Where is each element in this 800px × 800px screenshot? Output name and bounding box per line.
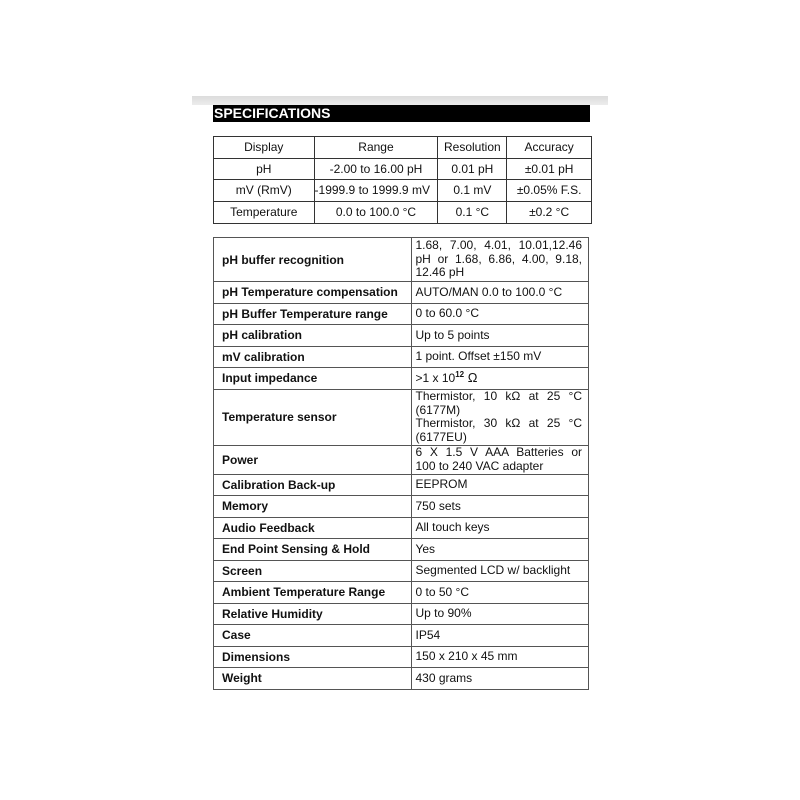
table-cell: ±0.2 °C (507, 202, 592, 224)
table-row (214, 180, 592, 202)
spec-value-line: 12.46 pH (415, 265, 465, 280)
spec-value (412, 368, 589, 390)
spec-value: 750 sets (412, 496, 589, 518)
spec-row-mv-calibration (214, 346, 589, 368)
spec-value-line: (6177M) (415, 402, 461, 417)
spec-value: IP54 (412, 625, 589, 647)
display-specs-table (213, 136, 592, 224)
table-cell: ±0.05% F.S. (507, 180, 592, 202)
table-cell: pH (214, 158, 315, 180)
spec-value-line: 1.68, 7.00, 4.01, 10.01,12.46 (415, 238, 582, 253)
table-cell: 0.1 °C (438, 202, 507, 224)
spec-row-input-impedance (214, 368, 589, 390)
table-cell: ±0.01 pH (507, 158, 592, 180)
spec-label: End Point Sensing & Hold (214, 539, 412, 561)
spec-row-dimensions (214, 646, 589, 668)
spec-label: pH Temperature compensation (214, 282, 412, 304)
spec-label: pH Buffer Temperature range (214, 303, 412, 325)
table-cell: -1999.9 to 1999.9 mV (314, 180, 438, 202)
spec-value-line: 100 to 240 VAC adapter (415, 458, 544, 473)
spec-value-line: Thermistor, 30 kΩ at 25 °C (415, 416, 582, 430)
spec-row-relative-humidity (214, 603, 589, 625)
spec-row-ph-buffer-recognition (214, 238, 589, 282)
spec-row-audio-feedback (214, 517, 589, 539)
spec-value-line: 6 X 1.5 V AAA Batteries or (415, 445, 582, 459)
spec-value-line: Thermistor, 10 kΩ at 25 °C (415, 389, 582, 403)
spec-value: Segmented LCD w/ backlight (412, 560, 589, 582)
spec-row-memory (214, 496, 589, 518)
spec-row-ph-temperature-compensation (214, 282, 589, 304)
ohm-symbol: Ω (464, 370, 478, 385)
table-cell: Temperature (214, 202, 315, 224)
spec-value (412, 445, 589, 474)
spec-value-line: pH or 1.68, 6.86, 4.00, 9.18, (415, 251, 582, 266)
spec-value: 430 grams (412, 668, 589, 690)
table-cell: 0.1 mV (438, 180, 507, 202)
spec-label: Screen (214, 560, 412, 582)
spec-label: Calibration Back-up (214, 474, 412, 496)
spec-label: Temperature sensor (214, 389, 412, 445)
spec-label: Dimensions (214, 646, 412, 668)
spec-value: Up to 5 points (412, 325, 589, 347)
spec-row-weight (214, 668, 589, 690)
spec-value (412, 238, 589, 282)
table-cell: 0.01 pH (438, 158, 507, 180)
page-top-band (192, 96, 608, 105)
spec-value: 1 point. Offset ±150 mV (412, 346, 589, 368)
spec-row-ambient-temperature (214, 582, 589, 604)
column-header: Accuracy (507, 137, 592, 159)
impedance-prefix: >1 x 10 (415, 371, 456, 385)
table-row (214, 158, 592, 180)
column-header: Range (314, 137, 438, 159)
spec-label: Weight (214, 668, 412, 690)
spec-label: mV calibration (214, 346, 412, 368)
spec-row-calibration-backup (214, 474, 589, 496)
spec-label: pH buffer recognition (214, 238, 412, 282)
table-cell: 0.0 to 100.0 °C (314, 202, 438, 224)
spec-value: 150 x 210 x 45 mm (412, 646, 589, 668)
table-row (214, 202, 592, 224)
spec-value (412, 389, 589, 445)
spec-row-case (214, 625, 589, 647)
column-header: Resolution (438, 137, 507, 159)
spec-label: pH calibration (214, 325, 412, 347)
spec-value: EEPROM (412, 474, 589, 496)
spec-label: Case (214, 625, 412, 647)
spec-value: 0 to 50 °C (412, 582, 589, 604)
spec-label: Power (214, 445, 412, 474)
spec-value-line: (6177EU) (415, 429, 467, 444)
spec-label: Audio Feedback (214, 517, 412, 539)
general-specs-table (213, 237, 589, 690)
table-cell: -2.00 to 16.00 pH (314, 158, 438, 180)
spec-label: Input impedance (214, 368, 412, 390)
spec-row-screen (214, 560, 589, 582)
table-cell: mV (RmV) (214, 180, 315, 202)
spec-value: Yes (412, 539, 589, 561)
spec-row-power (214, 445, 589, 474)
spec-value: 0 to 60.0 °C (412, 303, 589, 325)
spec-label: Ambient Temperature Range (214, 582, 412, 604)
section-title: SPECIFICATIONS (213, 105, 590, 122)
spec-value: Up to 90% (412, 603, 589, 625)
column-header: Display (214, 137, 315, 159)
spec-row-end-point-sensing (214, 539, 589, 561)
spec-row-ph-buffer-temperature-range (214, 303, 589, 325)
impedance-exponent: 12 (455, 370, 465, 379)
spec-row-temperature-sensor (214, 389, 589, 445)
spec-row-ph-calibration (214, 325, 589, 347)
table-header-row (214, 137, 592, 159)
spec-value: AUTO/MAN 0.0 to 100.0 °C (412, 282, 589, 304)
spec-label: Memory (214, 496, 412, 518)
spec-label: Relative Humidity (214, 603, 412, 625)
spec-value: All touch keys (412, 517, 589, 539)
